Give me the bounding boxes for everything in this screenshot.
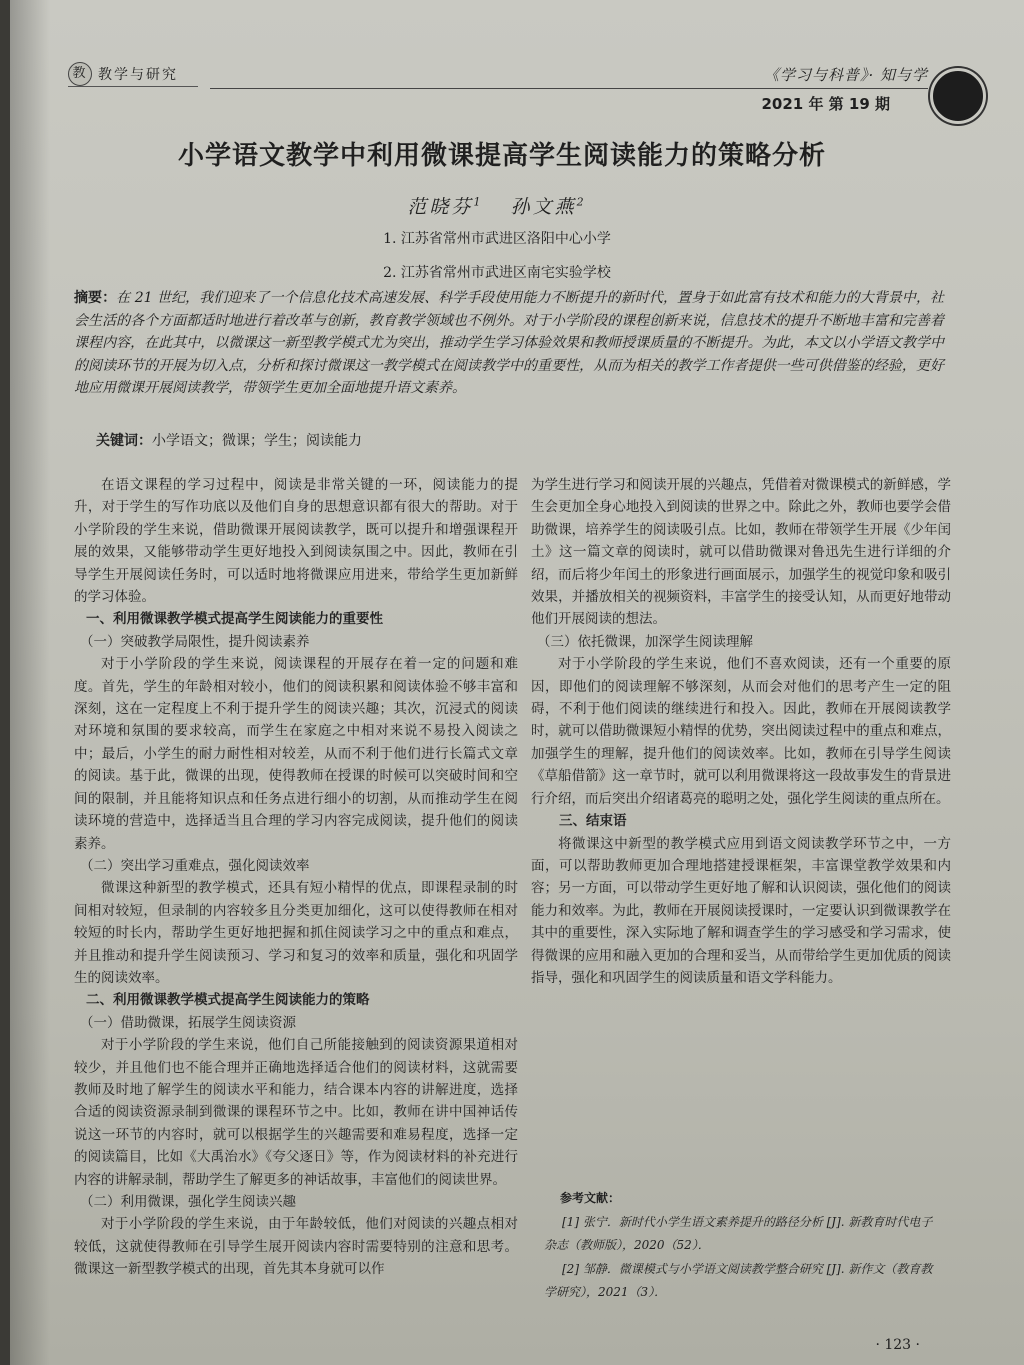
keywords-label: 关键词：: [96, 433, 152, 449]
right-column: [531, 474, 951, 989]
paragraph: 微课这种新型的教学模式，还具有短小精悍的优点，即课程录制的时间相对较短，但录制的内容较多且分类更加细化，这可以使得教师在相对较短的时长内，帮助学生更好地把握和抓住阅读学习之中的重点和难点，并且推动和提升学生阅读预习、学习和复习的效率和质量，强化和巩固学生的阅读效率。: [74, 880, 518, 986]
header-rule: [210, 88, 928, 89]
abstract-label: 摘要：: [74, 290, 117, 306]
section-heading: 二、利用微课教学模式提高学生阅读能力的策略: [86, 992, 370, 1009]
paragraph: 对于小学阶段的学生来说，阅读课程的开展存在着一定的问题和难度。首先，学生的年龄相对较小，他们的阅读积累和阅读体验不够丰富和深刻，这在一定程度上不利于提升学生的阅读兴趣；其次，沉浸式的阅读对环境和氛围的要求较高，而学生在家庭之中相对来说不易投入阅读之中；最后，小学生的耐力耐性相对较差，从而不利于他们进行长篇式文章的阅读。基于此，微课的出现，使得教师在授课的时候可以突破时间和空间的限制，并且能将知识点和任务点进行细小的切割，从而推动学生在阅读环境的营造中，选择适当且合理的学习内容完成阅读，提升他们的阅读素养。: [74, 656, 518, 852]
affiliation-2: 2. 江苏省常州市武进区南宅实验学校: [383, 265, 611, 281]
affiliation-1: 1. 江苏省常州市武进区洛阳中心小学: [383, 231, 611, 247]
keywords: [96, 430, 362, 450]
author-2-sup: 2: [576, 195, 587, 209]
subsection-heading: （一）突破教学局限性，提升阅读素养: [80, 633, 310, 650]
section-heading: 三、结束语: [559, 813, 627, 830]
keywords-text: 小学语文；微课；学生；阅读能力: [152, 433, 362, 449]
abstract: [74, 287, 944, 400]
article-title: 小学语文教学中利用微课提高学生阅读能力的策略分析: [177, 141, 826, 171]
section-tag-badge-icon: 教: [68, 62, 92, 86]
journal-name: 《学习与科普》· 知与学: [763, 66, 928, 84]
paragraph: 为学生进行学习和阅读开展的兴趣点，凭借着对微课模式的新鲜感，学生会更加全身心地投入到阅读的世界之中。除此之外，教师也要学会借助微课，培养学生的阅读吸引点。比如，教师在带领学生开展《少年闰土》这一篇文章的阅读时，就可以借助微课对鲁迅先生进行详细的介绍，而后将少年闰土的形象进行画面展示，加强学生的视觉印象和吸引效果，并播放相关的视频资料，丰富学生的接受认知，从而更好地带动他们开展阅读的想法。: [531, 477, 951, 628]
references-heading: 参考文献：: [560, 1191, 621, 1205]
section-tag: [68, 62, 198, 87]
reference-item: [2] 邹静．微课模式与小学语文阅读教学整合研究 [J]. 新作文（教育教学研究），2021（3）．: [544, 1261, 933, 1299]
left-column: [74, 474, 518, 1281]
abstract-text: 在 21 世纪，我们迎来了一个信息化技术高速发展、科学手段使用能力不断提升的新时代，置身于如此富有技术和能力的大背景中，社会生活的各个方面都适时地进行着改革与创新，教育教学领域也不例外。对于小学阶段的课程创新来说，信息技术的提升不断地丰富和完善着课程内容，在此其中，以微课这一新型教学模式尤为突出，推动学生学习体验效果和教师授课质量的不断提升。为此，本文以小学语文教学中的阅读环节的开展为切入点，分析和探讨微课这一教学模式在阅读教学中的重要性，从而为相关的教学工作者提供一些可供借鉴的经验，更好地应用微课开展阅读教学，带领学生更加全面地提升语文素养。: [74, 290, 945, 396]
issue-number: 2021 年 第 19 期: [761, 95, 890, 113]
paragraph: 将微课这中新型的教学模式应用到语文阅读教学环节之中，一方面，可以帮助教师更加合理地搭建授课框架，丰富课堂教学效果和内容；另一方面，可以带动学生更好地了解和认识阅读，强化他们的阅读能力和效率。为此，教师在开展阅读授课时，一定要认识到微课教学在其中的重要性，深入实际地了解和调查学生的学习感受和学习需求，使得微课的应用和融入更加的合理和妥当，从而带给学生更加优质的阅读指导，强化和巩固学生的阅读质量和语文学科能力。: [531, 835, 951, 986]
paragraph: 对于小学阶段的学生来说，他们不喜欢阅读，还有一个重要的原因，即他们的阅读理解不够深刻，从而会对他们的思考产生一定的阻碍，不利于他们阅读的继续进行和投入。因此，教师在开展阅读教学时，就可以借助微课短小精悍的优势，突出阅读过程中的重点和难点，加强学生的理解，提升他们的阅读效率。比如，教师在引导学生阅读《草船借箭》这一章节时，就可以利用微课将这一段故事发生的背景进行介绍，而后突出介绍诸葛亮的聪明之处，强化学生阅读的重点所在。: [531, 656, 951, 807]
author-2: 孙文燕: [510, 196, 577, 218]
section-heading: 一、利用微课教学模式提高学生阅读能力的重要性: [86, 611, 383, 628]
reference-item: [1] 张宁．新时代小学生语文素养提升的路径分析 [J]. 新教育时代电子杂志（教师版），2020（52）．: [544, 1214, 933, 1252]
page-number: · 123 ·: [875, 1337, 920, 1353]
circle-decoration-icon: [930, 68, 986, 124]
authors-line: [10, 192, 984, 219]
paragraph: 对于小学阶段的学生来说，他们自己所能接触到的阅读资源果道相对较少，并且他们也不能合理并正确地选择适合他们的阅读材料，这就需要教师及时地了解学生的阅读水平和能力，结合课本内容的讲解进度，选择合适的阅读资源录制到微课的课程环节之中。比如，教师在讲中国神话传说这一环节的内容时，就可以根据学生的兴趣需要和难易程度，选择一定的阅读篇目，比如《大禹治水》《夸父逐日》等，作为阅读材料的补充进行内容的讲解录制，帮助学生了解更多的神话故事，丰富他们的阅读世界。: [74, 1037, 518, 1188]
subsection-heading: （三）依托微课，加深学生阅读理解: [537, 633, 753, 650]
paragraph: 在语文课程的学习过程中，阅读是非常关键的一环，阅读能力的提升，对于学生的写作功底以及他们自身的思想意识都有很大的帮助。对于小学阶段的学生来说，借助微课开展阅读教学，既可以提升和增强课程开展的效果，又能够带动学生更好地投入到阅读氛围之中。因此，教师在引导学生开展阅读任务时，可以适时地将微课应用进来，带给学生更加新鲜的学习体验。: [74, 477, 518, 606]
subsection-heading: （一）借助微课，拓展学生阅读资源: [80, 1014, 296, 1031]
references: [544, 1187, 944, 1305]
journal-page: [10, 0, 1024, 1365]
subsection-heading: （二）利用微课，强化学生阅读兴趣: [80, 1194, 296, 1210]
author-1: 范晓芬: [407, 196, 474, 218]
author-1-sup: 1: [473, 195, 484, 209]
paragraph: 对于小学阶段的学生来说，由于年龄较低，他们对阅读的兴趣点相对较低，这就使得教师在引导学生展开阅读内容时需要特别的注意和思考。微课这一新型教学模式的出现，首先其本身就可以作: [74, 1216, 518, 1278]
subsection-heading: （二）突出学习重难点，强化阅读效率: [80, 857, 310, 874]
section-tag-text: 教学与研究: [98, 67, 178, 83]
